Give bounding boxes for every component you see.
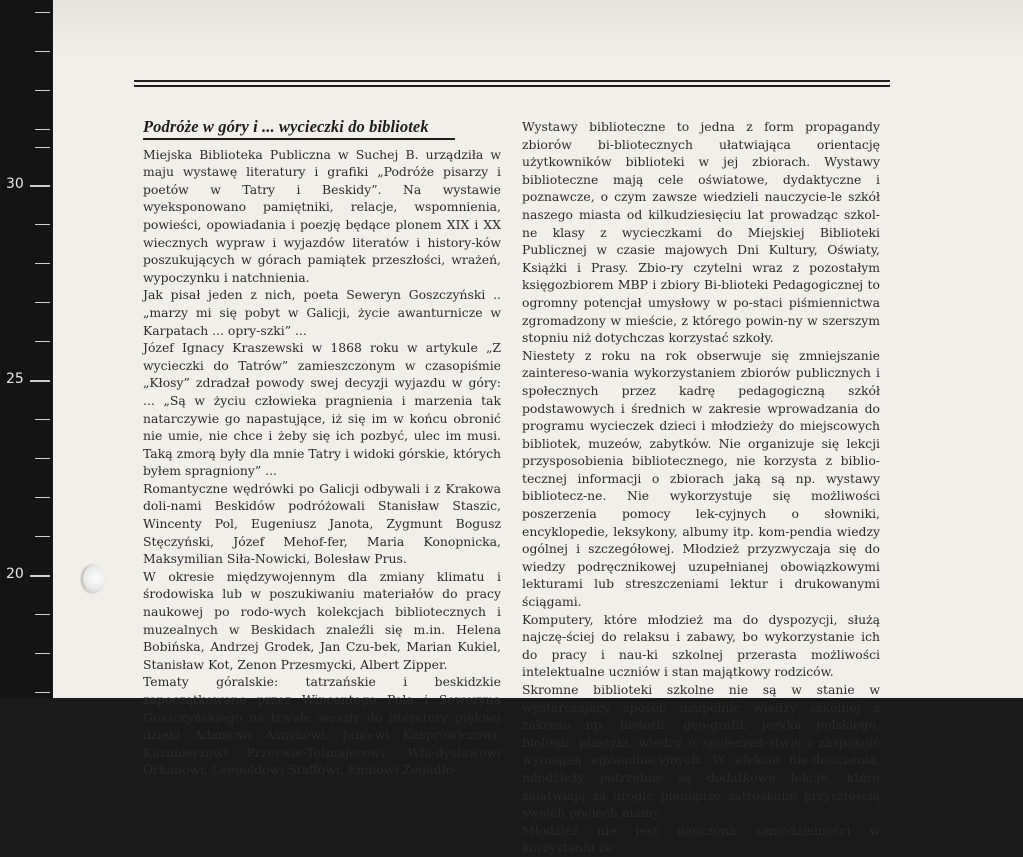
paragraph: Skromne biblioteki szkolne nie są w stanie w wystarczający sposób uzupełnić wiedzy szkolnej z zakresu np. historii, geo-grafii, języka polskiego, biologii, plastyki, wiedzy o społeczeń-stwie i zaspokoić wymagań egzaminacyjnych. W efekcie nie-douczenia, młodzieży potrzebne są dodatkowe lekcje, które załatwiają za drogie pieniądze zatroskane przyszłością swoich pociech mamy. <box>522 682 880 821</box>
article-left-column <box>143 118 501 779</box>
ruler-tick <box>35 90 50 91</box>
ruler-tick <box>35 12 50 13</box>
paragraph: Komputery, które młodzież ma do dyspozycji, służą najczę-ściej do relaksu i zabawy, bo wykorzystanie ich do pracy i nau-ki szkolnej przerasta możliwości intelektualne uczniów i stan majątkowy rodziców. <box>522 611 880 680</box>
ruler-label: 25 <box>6 371 24 387</box>
article-right-column <box>522 118 880 857</box>
paragraph: Młodzież nie jest nauczona samodzielności w korzystaniu ze <box>522 822 880 856</box>
ruler-tick <box>35 147 50 148</box>
ruler-tick <box>35 51 50 52</box>
ruler-tick <box>35 458 50 459</box>
paragraph: Jak pisał jeden z nich, poeta Seweryn Goszczyński .. „marzy mi się pobyt w Galicji, życie awanturnicze w Karpatach ... opry-szki” ... <box>143 287 501 338</box>
paragraph: Miejska Biblioteka Publiczna w Suchej B. urządziła w maju wystawę literatury i grafiki „Podróże pisarzy i poetów w Tatry i Beskidy”. Na wystawie wyeksponowano pamiętniki, relacje, wspomnienia, powieści, opowiadania i poezję będące plonem XIX i XX wiecznych wypraw i wyjazdów literatów i history-ków poszukujących w górach pamiątek przeszłości, wrażeń, wypoczynku i natchnienia. <box>143 146 501 285</box>
paragraph: Romantyczne wędrówki po Galicji odbywali i z Krakowa doli-nami Beskidów podróżowali Stanisław Staszic, Wincenty Pol, Eugeniusz Janota, Zygmunt Bogusz Stęczyński, Józef Mehof-fer, Maria Konopnicka, Maksymilian Siła-Nowicki, Bolesław Prus. <box>143 480 501 567</box>
ruler-tick-major <box>30 185 50 187</box>
header-rule-top <box>134 80 890 82</box>
page-shading <box>53 0 1023 58</box>
paragraph: Niestety z roku na rok obserwuje się zmniejszanie zaintereso-wania wykorzystaniem zbiorów publicznych i społecznych przez kadrę pedagogiczną szkół podstawowych i średnich w zakresie wprowadzania do programu wycieczek dzieci i młodzieży do miejscowych bibliotek, muzeów, zabytków. Nie organizuje się lekcji przysposobienia bibliotecznego, nie korzysta z biblio-tecznej informacji o zbiorach jaką są np. wystawy bibliotecz-ne. Nie wykorzystuje się możliwości poszerzenia pomocy lek-cyjnych o słowniki, encyklopedie, leksykony, albumy itp. kom-pendia wiedzy ogólnej i szczegółowej. Młodzież przyzwyczaja się do wiedzy podręcznikowej uzupełnianej obowiązkowymi lekturami lub streszczeniami lektur i drukowanymi ściągami. <box>522 347 880 610</box>
ruler-tick <box>35 614 50 615</box>
ruler-tick <box>35 263 50 264</box>
ruler-tick <box>35 129 50 130</box>
scan-ruler <box>0 0 52 698</box>
article-title: Podróże w góry i ... wycieczki do bibliotek <box>143 118 455 140</box>
ruler-tick <box>35 536 50 537</box>
paragraph: Tematy góralskie: tatrzańskie i beskidzkie zapoczątkowane przez Wincentego Pola i Seweryna Goszczyńskiego na trwałe weszły do literatury pięknej dzięki Adamowi Asnykowi, Jano-wi Kasprowiczowi, Kazimierzowi Przerwie-Tetmajerowi, Wła-dysławowi Orkanowi, Leopoldowi Staffowi, Emilowi Zegadło- <box>143 674 501 778</box>
paragraph: W okresie międzywojennym dla zmiany klimatu i środowiska lub w poszukiwaniu materiałów do pracy naukowej po rodo-wych kolekcjach bibliotecznych i muzealnych w Beskidach znaleźli się m.in. Helena Bobińska, Andrzej Grodek, Jan Czu-bek, Marian Kukiel, Stanisław Kot, Zenon Przesmycki, Albert Zipper. <box>143 568 501 672</box>
ruler-tick <box>35 224 50 225</box>
paragraph: Józef Ignacy Kraszewski w 1868 roku w artykule „Z wycieczki do Tatrów” zamieszczonym w czasopiśmie „Kłosy” zdradzał powody swej decyzji wyjazdu w góry: ... „Są w życiu człowieka pragnienia i marzenia tak natarczywie go napastujące, iż się im w końcu obronić nie umie, nie chce i żeby się ich pozbyć, ulec im musi. Taką zmorą były dla mnie Tatry i widoki górskie, których byłem spragniony” ... <box>143 340 501 479</box>
ruler-tick <box>35 302 50 303</box>
header-rule-bottom <box>134 85 890 87</box>
ruler-label: 20 <box>6 566 24 582</box>
ruler-label: 30 <box>6 176 24 192</box>
punch-hole <box>83 565 105 593</box>
paragraph: Wystawy biblioteczne to jedna z form propagandy zbiorów bi-bliotecznych ułatwiająca orientację użytkowników biblioteki w jej zbiorach. Wystawy biblioteczne mają cele oświatowe, dydaktyczne i poznawcze, o czym zawsze wiedzieli nauczycie-le szkół naszego miasta od kilkudziesięciu lat prowadząc szkol-ne klasy z wycieczkami do Miejskiej Biblioteki Publicznej w czasie majowych Dni Kultury, Oświaty, Książki i Prasy. Zbio-ry czytelni wraz z pozostałym księgozbiorem MBP i zbiory Bi-blioteki Pedagogicznej to ogromny potencjał umysłowy w po-staci piśmiennictwa zgromadzony w mieście, z którego powin-ny w szerszym stopniu niż dotychczas korzystać szkoły. <box>522 119 880 346</box>
ruler-tick-major <box>30 575 50 577</box>
ruler-tick <box>35 497 50 498</box>
ruler-tick <box>35 653 50 654</box>
ruler-tick <box>35 341 50 342</box>
ruler-tick <box>35 419 50 420</box>
ruler-tick <box>35 692 50 693</box>
ruler-tick-major <box>30 380 50 382</box>
